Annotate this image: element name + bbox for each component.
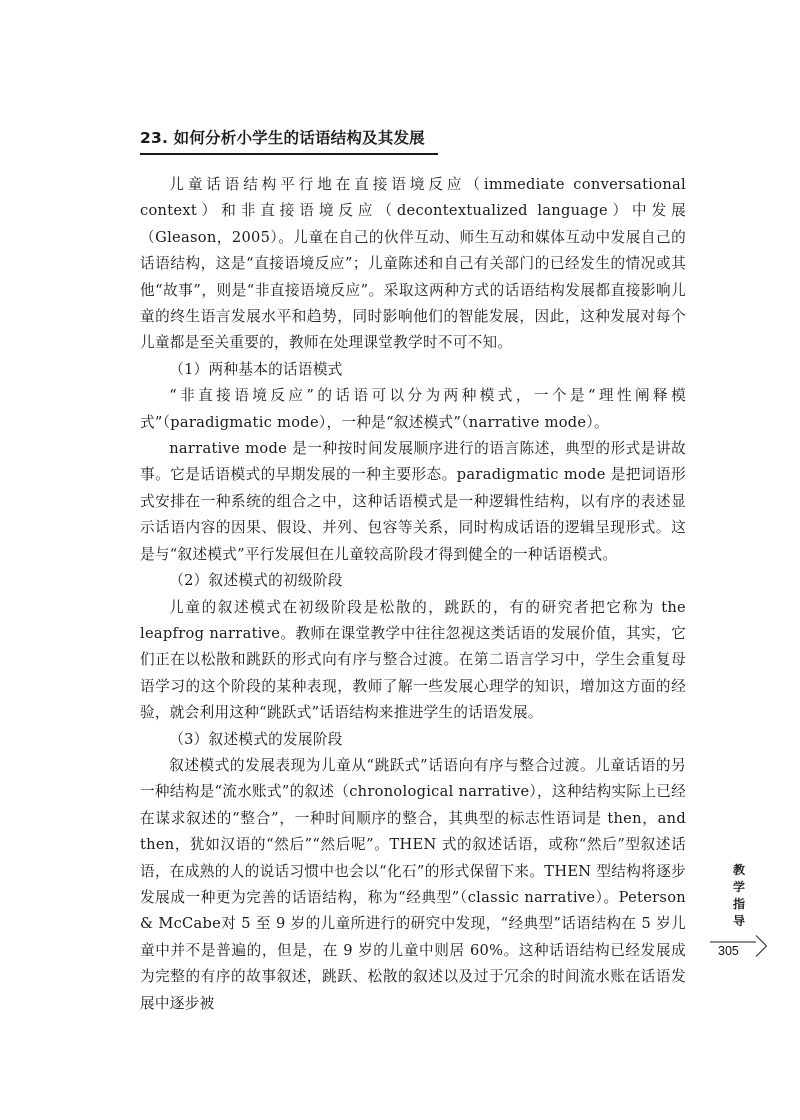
- paragraph-narrative-mode: narrative mode 是一种按时间发展顺序进行的语言陈述，典型的形式是讲故事。它是话语模式的早期发展的一种主要形态。paradigmatic mode 是把词语形式安排在一种系统的组合之中，这种话语模式是一种逻辑性结构，以有序的表述显示话语内容的因果、假设、并列、包容等关系，同时构成话语的逻辑呈现形式。这是与“叙述模式”平行发展但在儿童较高阶段才得到健全的一种话语模式。: [140, 440, 686, 563]
- side-tab-char: 导: [732, 914, 745, 928]
- paragraph-intro: 儿童话语结构平行地在直接语境反应（immediate conversational context）和非直接语境反应（decontextualized language）中发展（Gleason，2005）。儿童在自己的伙伴互动、师生互动和媒体互动中发展自己的话语结构，这是“直接语境反应”；儿童陈述和自己有关部门的已经发生的情况或其他“故事”，则是“非直接语境反应”。采取这两种方式的话语结构发展都直接影响儿童的终生语言发展水平和趋势，同时影响他们的智能发展，因此，这种发展对每个儿童都是至关重要的，教师在处理课堂教学时不可不知。: [140, 176, 686, 352]
- subheading-basic-modes: （1）两种基本的话语模式: [169, 360, 343, 378]
- title-underline: [140, 153, 438, 155]
- side-tab-char: 学: [732, 880, 745, 894]
- side-tab-char: 教: [732, 863, 745, 877]
- paragraph-development-stage: 叙述模式的发展表现为儿童从“跳跃式”话语向有序与整合过渡。儿童话语的另一种结构是“流水账式”的叙述（chronological narrative），这种结构实际上已经在谋求叙述的“整合”，一种时间顺序的整合，其典型的标志性语词是 then，and then，犹如汉语的“然后”“然后呢”。THEN 式的叙述话语，或称“然后”型叙述话语，在成熟的人的说话习惯中也会以“化石”的形式保留下来。THEN 型结构将逐步发展成一种更为完善的话语结构，称为“经典型”（classic narrative）。Peterson & McCabe对 5 至 9 岁的儿童所进行的研究中发现，“经典型”话语结构在 5 岁儿童中并不是普遍的，但是，在 9 岁的儿童中则居 60%。这种话语结构已经发展成为完整的有序的故事叙述，跳跃、松散的叙述以及过于冗余的时间流水账在话语发展中逐步被: [140, 756, 686, 1012]
- side-tab-label: [728, 862, 750, 930]
- side-tab-char: 指: [732, 897, 745, 911]
- section-title: 23. 如何分析小学生的话语结构及其发展: [140, 129, 425, 147]
- page-number: 305: [718, 944, 739, 958]
- subheading-development-stage: （3）叙述模式的发展阶段: [169, 730, 343, 748]
- body-text: [140, 172, 686, 1017]
- paragraph-initial-stage: 儿童的叙述模式在初级阶段是松散的，跳跃的，有的研究者把它称为 the leapfrog narrative。教师在课堂教学中往往忽视这类话语的发展价值，其实，它们正在以松散和跳跃的形式向有序与整合过渡。在第二语言学习中，学生会重复母语学习的这个阶段的某种表现，教师了解一些发展心理学的知识，增加这方面的经验，就会利用这种“跳跃式”话语结构来推进学生的话语发展。: [140, 598, 686, 722]
- subheading-initial-stage: （2）叙述模式的初级阶段: [169, 572, 343, 590]
- paragraph-two-modes: “非直接语境反应”的话语可以分为两种模式，一个是“理性阐释模式”（paradigmatic mode），一种是“叙述模式”（narrative mode）。: [140, 387, 686, 431]
